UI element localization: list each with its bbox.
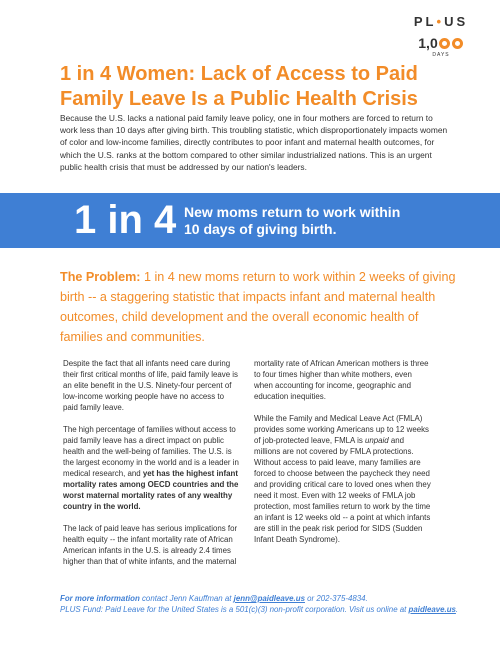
title-lead: 1 in 4 Women: bbox=[60, 63, 196, 85]
logo-text-us: US bbox=[444, 14, 469, 29]
problem-statement bbox=[60, 267, 460, 347]
website-link[interactable]: paidleave.us bbox=[408, 605, 456, 614]
body-paragraph bbox=[63, 424, 241, 512]
footer-text: contact Jenn Kauffman at bbox=[139, 594, 234, 603]
footer-line2 bbox=[60, 604, 470, 615]
logo-1000-days: 1,0 bbox=[406, 35, 476, 51]
footer-text: . bbox=[455, 605, 459, 614]
footer-text: PLUS Fund: Paid Leave for the United States is a 501(c)(3) non-profit corporation. Visit us online at bbox=[60, 605, 409, 614]
title-line1: Lack of Access to Paid bbox=[195, 63, 418, 85]
plus-logo bbox=[406, 14, 476, 58]
logo-ring-icon bbox=[439, 38, 450, 49]
logo-ring-icon bbox=[452, 38, 463, 49]
problem-text: 1 in 4 new moms return to work within 2 weeks of giving birth -- a staggering statistic that impacts infant and maternal health outcomes, child development and the overall economic health of families and communities. bbox=[60, 270, 456, 344]
body-paragraph: mortality rate of African American mothers is three to four times higher than white mothers, even when accounting for income, geographic and education inequities. bbox=[254, 359, 429, 401]
logo-one: 1 bbox=[418, 35, 427, 51]
footer-lead: For more information bbox=[60, 594, 140, 603]
stat-banner bbox=[0, 193, 500, 248]
body-column-right bbox=[254, 358, 432, 556]
email-link[interactable]: jenn@paidleave.us bbox=[233, 594, 305, 603]
body-text: While the Family and Medical Leave Act (FMLA) provides some working Americans up to 12 weeks of job-protected leave, FMLA is bbox=[254, 414, 429, 445]
footer-line1 bbox=[60, 593, 470, 604]
banner-line1: New moms return to work within bbox=[184, 204, 401, 220]
banner-line2: 10 days of giving birth. bbox=[184, 221, 337, 237]
title-line2: Family Leave Is a Public Health Crisis bbox=[60, 88, 418, 110]
body-text: and millions are not covered by FMLA protections. Without access to paid leave, many families are forced to choose between the paycheck they need and providing critical care to loved ones when they need it most. Even with 12 weeks of FMLA job protection, most families return to work by the time an infant is 12 weeks old -- a point at which infants are still in the peak risk period for SIDS (Sudden Infant Death Syndrome). bbox=[254, 436, 431, 544]
footer-contact bbox=[60, 593, 470, 615]
body-text: The high percentage of families without access to paid family leave has a direct impact on public health and the well-being of families. The U.S. is the largest economy in the world and is a leader in medical research, and bbox=[63, 425, 239, 478]
body-italic: unpaid bbox=[364, 436, 389, 445]
logo-text-pl: PL bbox=[413, 14, 437, 29]
body-paragraph: Despite the fact that all infants need care during their first critical months of life, paid family leave is an elite benefit in the U.S. Ninety-four percent of low-income working people have no access to paid family leave. bbox=[63, 359, 238, 412]
body-column-left bbox=[63, 358, 241, 578]
logo-wordmark bbox=[406, 14, 476, 29]
banner-stat: 1 in 4 bbox=[74, 198, 177, 242]
body-emphasis: yet has the highest infant mortality rates among OECD countries and the worst maternal mortality rates of any wealthy country in the world. bbox=[63, 469, 239, 511]
logo-dot: • bbox=[436, 14, 445, 29]
intro-paragraph: Because the U.S. lacks a national paid family leave policy, one in four mothers are forced to return to work less than 10 days after giving birth. This troubling statistic, which disproportionately impacts women of color and low-income families, directly contributes to poor infant and maternal health outcomes, for which the U.S. ranks at the bottom compared to other similar industrialized nations. This is an urgent public health crisis that must be addressed by our nation's leaders. bbox=[60, 113, 448, 172]
body-paragraph bbox=[254, 413, 432, 545]
footer-text: or 202-375-4834. bbox=[304, 594, 368, 603]
page-title bbox=[60, 62, 460, 112]
logo-days-label: DAYS bbox=[432, 52, 450, 58]
logo-zero: 0 bbox=[429, 35, 438, 51]
problem-lead: The Problem: bbox=[60, 270, 141, 284]
body-paragraph: The lack of paid leave has serious implications for health equity -- the infant mortality rate of African American infants in the U.S. is already 2.4 times higher than that of white infants, and the maternal bbox=[63, 524, 238, 566]
banner-text bbox=[184, 204, 414, 238]
